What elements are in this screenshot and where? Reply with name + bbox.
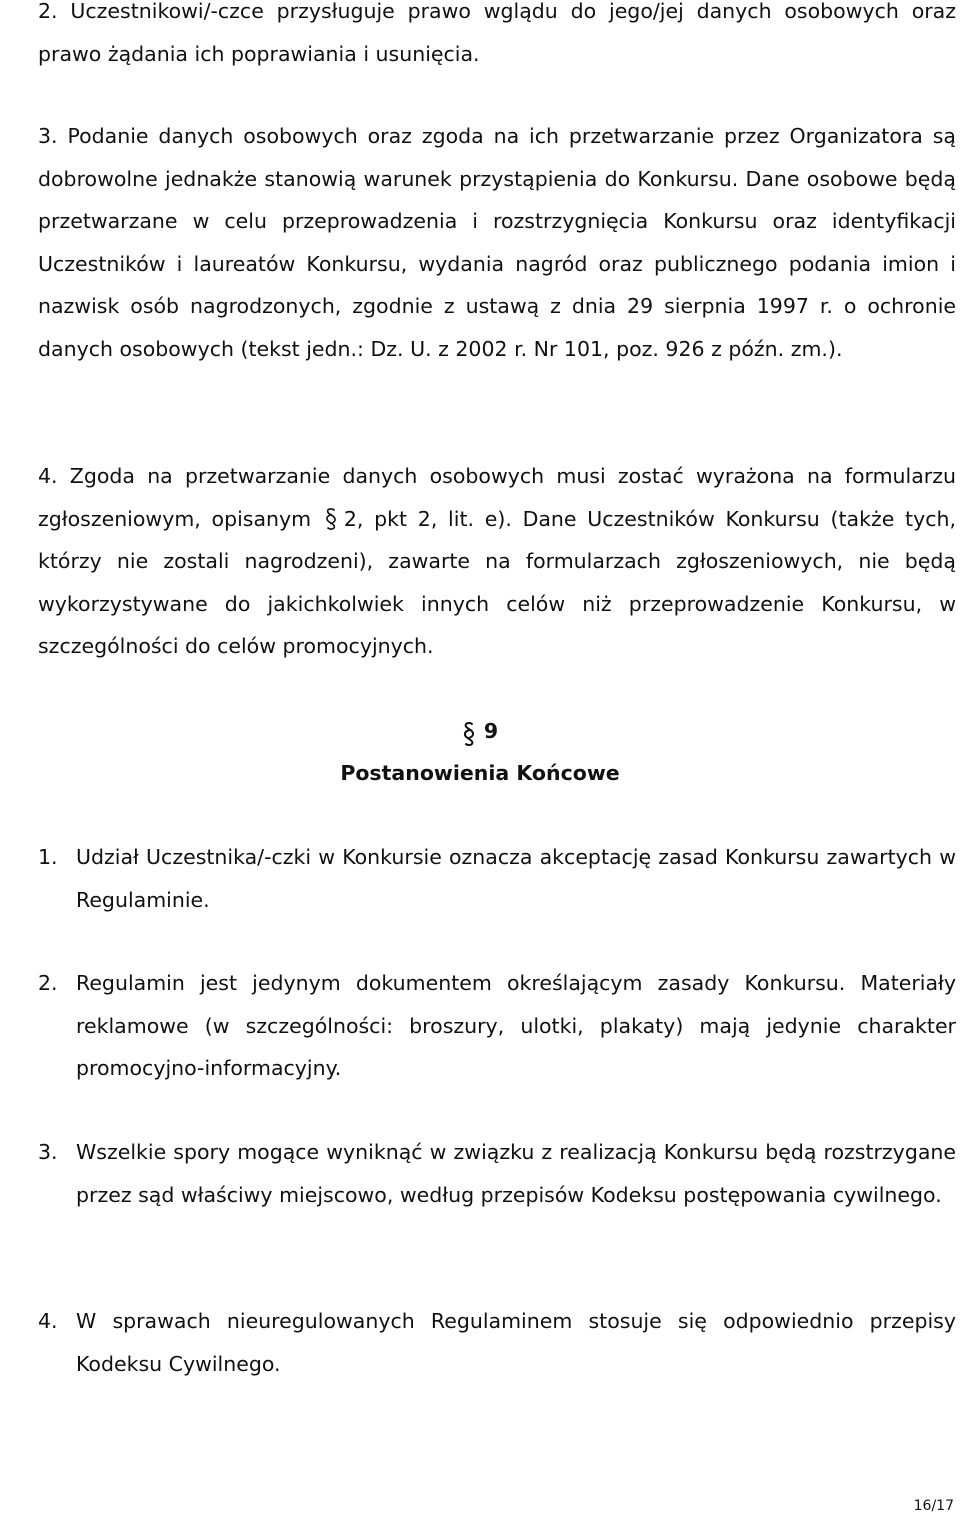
section-sign-icon bbox=[324, 503, 338, 527]
final-paragraph-1 bbox=[38, 836, 956, 921]
final-paragraph-2 bbox=[38, 962, 956, 1090]
section-number: 9 bbox=[483, 719, 499, 743]
final-paragraph-3-text: Wszelkie spory mogące wyniknąć w związku z realizacją Konkursu będą rozstrzygane przez sąd właściwy miejscowo, według przepisów Kodeksu postępowania cywilnego. bbox=[76, 1140, 956, 1207]
final-paragraph-3-number: 3. bbox=[38, 1140, 58, 1164]
final-paragraph-4-text: W sprawach nieuregulowanych Regulaminem stosuje się odpowiednio przepisy Kodeksu Cywilnego. bbox=[76, 1309, 956, 1376]
final-paragraph-1-text: Udział Uczestnika/-czki w Konkursie oznacza akceptację zasad Konkursu zawartych w Regulaminie. bbox=[76, 845, 956, 912]
final-paragraph-4-number: 4. bbox=[38, 1309, 58, 1333]
section-number-heading bbox=[0, 710, 960, 753]
paragraph-4-text-b: 2, pkt 2, lit. e). Dane Uczestników Konkursu (także tych, którzy nie zostali nagrodzeni), zawarte na formularzach zgłoszeniowych, nie będą wykorzystywane do jakichkolwiek innych celów niż przeprowadzenie Konkursu, w szczególności do celów promocyjnych. bbox=[38, 506, 956, 658]
page-number: 16/17 bbox=[913, 1498, 954, 1514]
final-paragraph-4 bbox=[38, 1300, 956, 1385]
paragraph-4 bbox=[38, 455, 956, 668]
paragraph-4-text-a: 4. Zgoda na przetwarzanie danych osobowych musi zostać wyrażona na formularzu zgłoszeniowym, opisanym bbox=[38, 464, 956, 531]
final-paragraph-3 bbox=[38, 1131, 956, 1216]
section-title: Postanowienia Końcowe bbox=[340, 761, 620, 785]
final-paragraph-2-number: 2. bbox=[38, 971, 58, 995]
paragraph-3: 3. Podanie danych osobowych oraz zgoda na ich przetwarzanie przez Organizatora są dobrowolne jednakże stanowią warunek przystąpienia do Konkursu. Dane osobowe będą przetwarzane w celu przeprowadzenia i rozstrzygnięcia Konkursu oraz identyfikacji Uczestników i laureatów Konkursu, wydania nagród oraz publicznego podania imion i nazwisk osób nagrodzonych, zgodnie z ustawą z dnia 29 sierpnia 1997 r. o ochronie danych osobowych (tekst jedn.: Dz. U. z 2002 r. Nr 101, poz. 926 z późn. zm.). bbox=[38, 124, 956, 361]
final-paragraph-2-text: Regulamin jest jedynym dokumentem określającym zasady Konkursu. Materiały reklamowe (w szczególności: broszury, ulotki, plakaty) mają jedynie charakter promocyjno-informacyjny. bbox=[76, 971, 956, 1080]
section-sign-icon bbox=[462, 721, 474, 747]
final-paragraph-1-number: 1. bbox=[38, 845, 58, 869]
paragraph-2: 2. Uczestnikowi/-czce przysługuje prawo wglądu do jego/jej danych osobowych oraz prawo żądania ich poprawiania i usunięcia. bbox=[38, 0, 956, 66]
